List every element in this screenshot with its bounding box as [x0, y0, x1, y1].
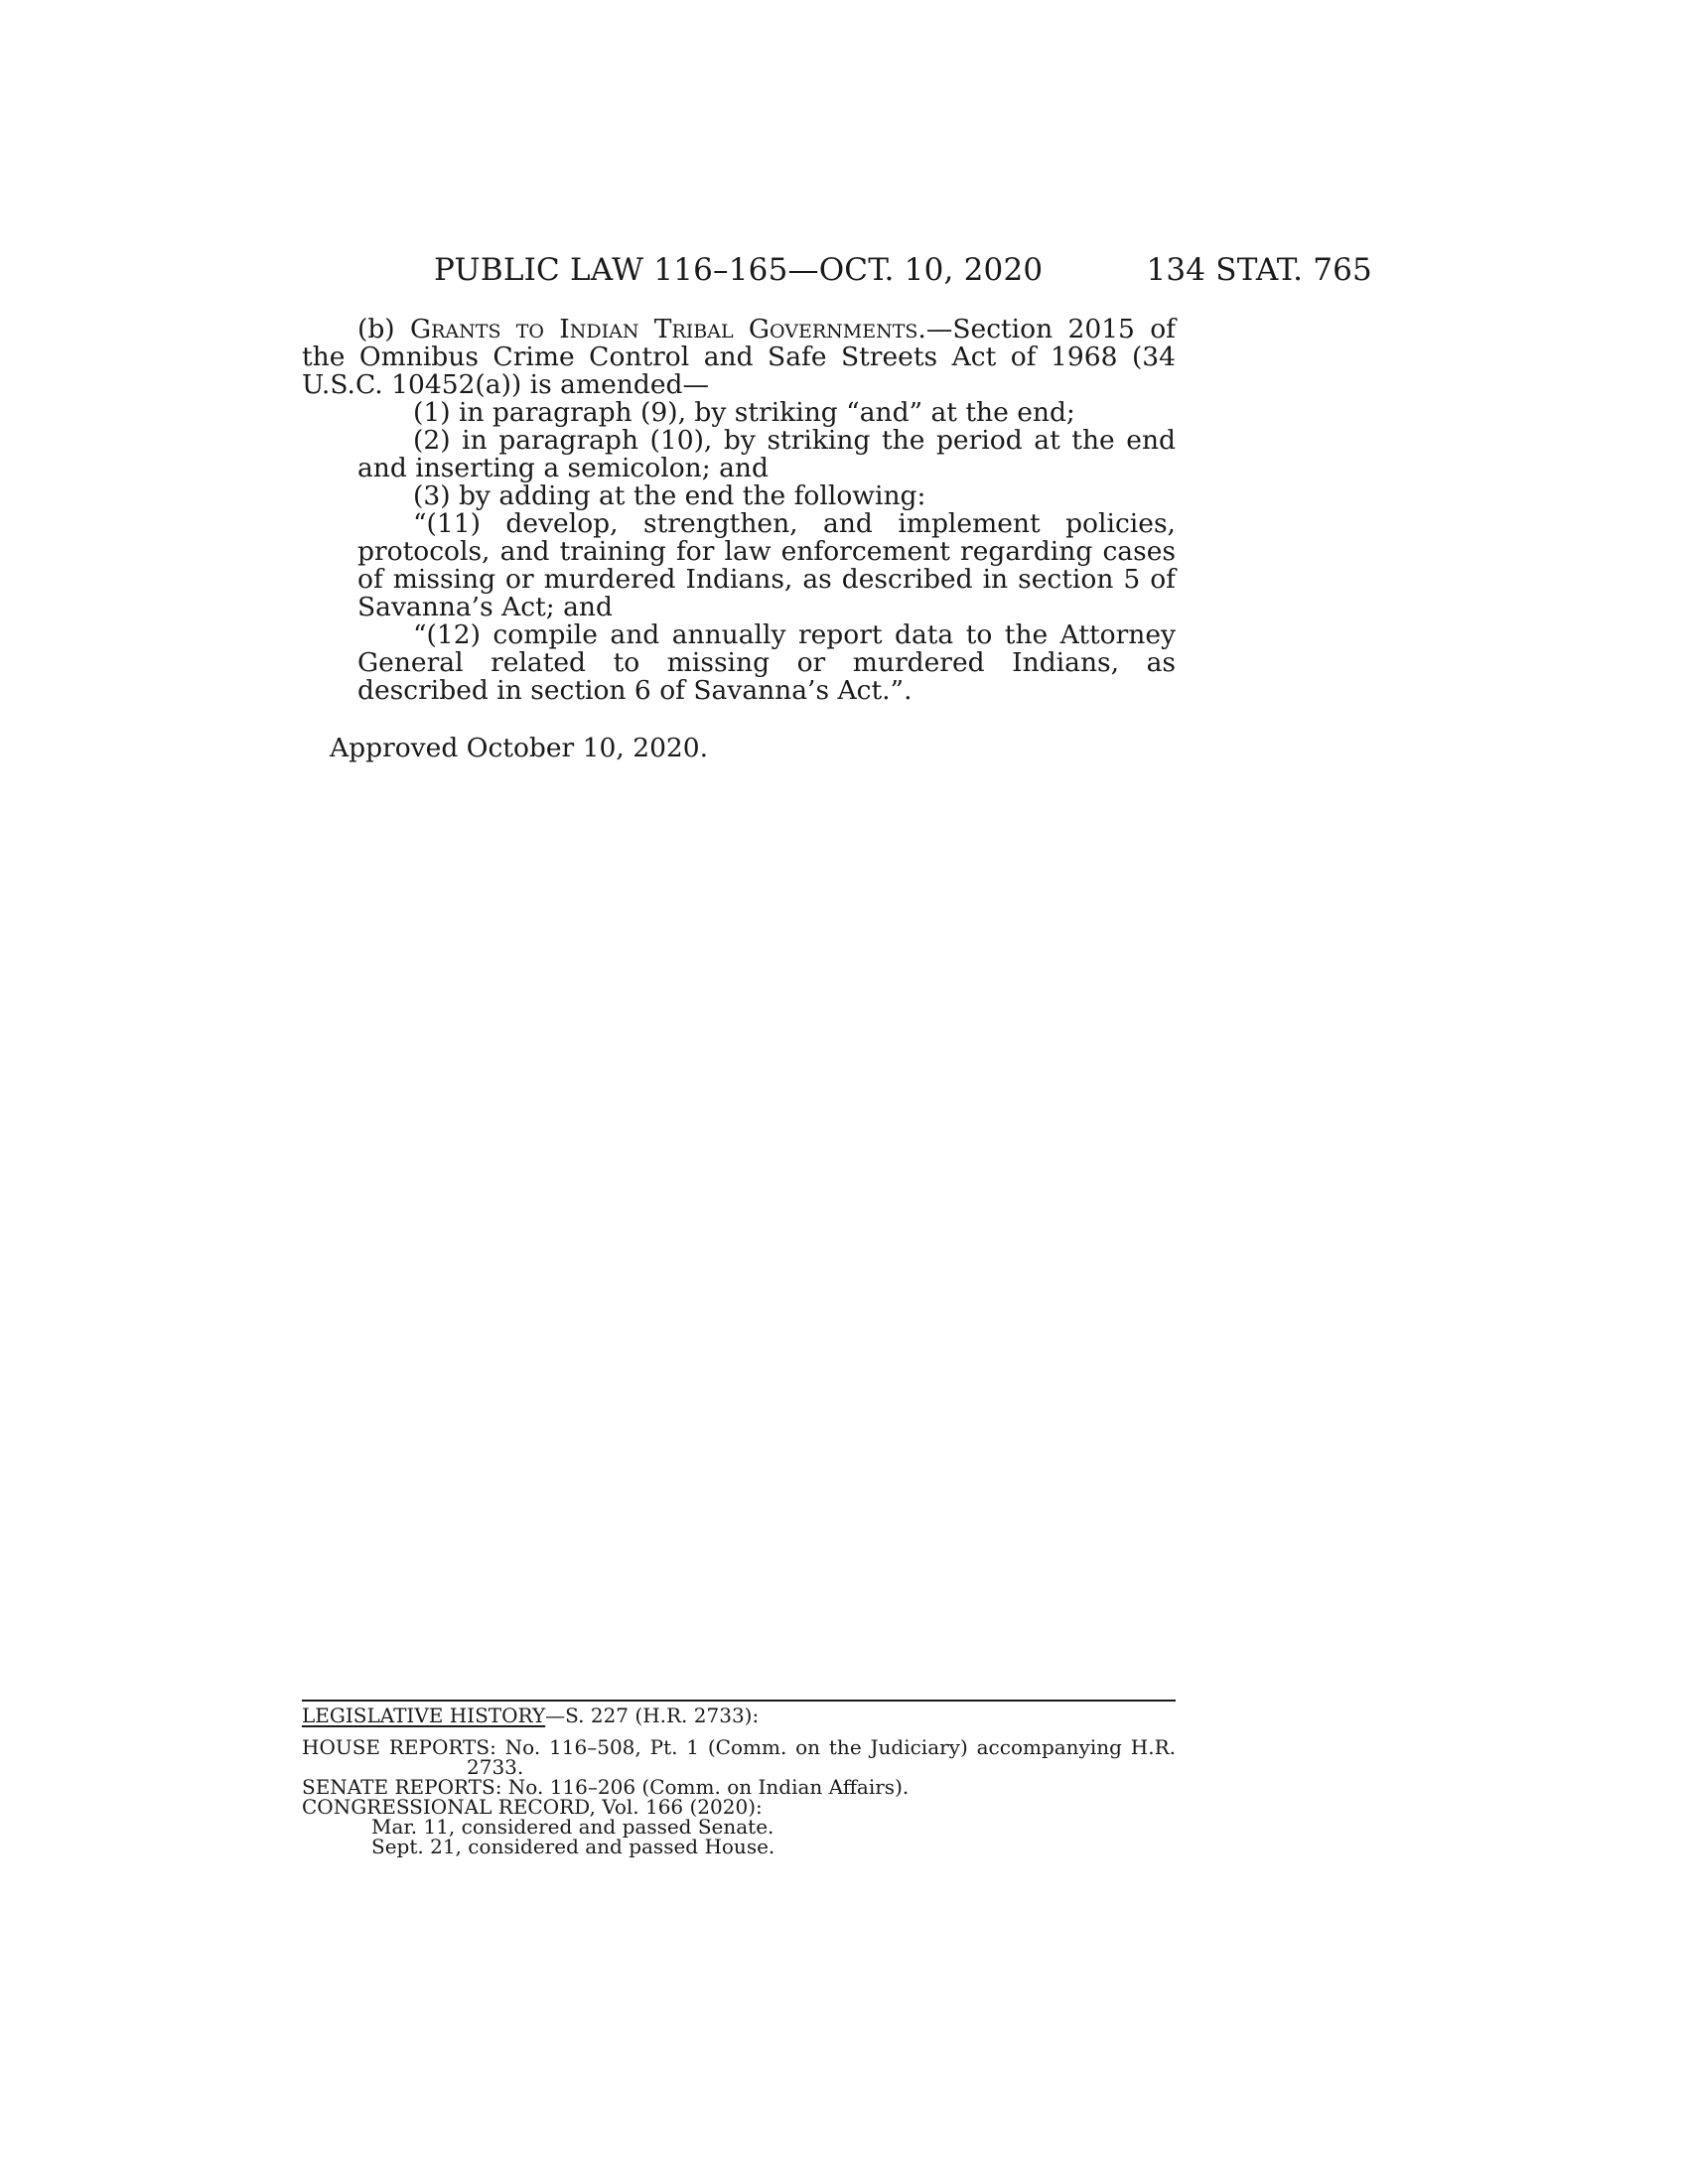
amendment-item-3: (3) by adding at the end the following: [413, 480, 926, 511]
legislative-history [302, 1706, 1176, 1856]
section-b-intro-text: —Section 2015 of the Omnibus Crime Control and Safe Streets Act of 1968 (34 U.S.C. 10452(a)) is amended— [302, 314, 1176, 400]
quoted-paragraph-11: “(11) develop, strengthen, and implement policies, protocols, and training for law enforcement regarding cases of missing or murdered Indians, as described in section 5 of Savanna’s Act; and [357, 508, 1176, 622]
approval-date: Approved October 10, 2020. [330, 733, 709, 763]
section-b-intro [302, 316, 1176, 399]
legislative-history-bill: —S. 227 (H.R. 2733): [545, 1704, 760, 1727]
section-b-marker: (b) [357, 314, 395, 344]
amendment-item-1: (1) in paragraph (9), by striking “and” at the end; [413, 397, 1075, 428]
legislative-history-label: LEGISLATIVE HISTORY [302, 1704, 546, 1727]
amendment-list [357, 399, 1176, 705]
quoted-paragraph-12: “(12) compile and annually report data to the Attorney General related to missing or murdered Indians, as described in section 6 of Savanna’s Act.”. [357, 619, 1176, 706]
section-b-heading: Grants to Indian Tribal Governments. [409, 314, 926, 344]
section-b [302, 316, 1176, 705]
amendment-item-2: (2) in paragraph (10), by striking the period at the end and inserting a semicolon; and [357, 425, 1176, 483]
record-action-house: Sept. 21, considered and passed House. [371, 1835, 775, 1858]
running-head-title: PUBLIC LAW 116–165—OCT. 10, 2020 [434, 252, 1044, 288]
congressional-record: CONGRESSIONAL RECORD, Vol. 166 (2020): [302, 1795, 763, 1819]
senate-reports: SENATE REPORTS: No. 116–206 (Comm. on Indian Affairs). [302, 1775, 910, 1799]
record-action-senate: Mar. 11, considered and passed Senate. [371, 1815, 774, 1839]
running-head [434, 250, 1372, 290]
statute-page-number: 134 STAT. 765 [1146, 252, 1372, 288]
legislative-history-heading [302, 1706, 1176, 1725]
house-reports: HOUSE REPORTS: No. 116–508, Pt. 1 (Comm. on the Judiciary) accompanying H.R. 2733. [302, 1735, 1176, 1779]
footnote-rule [302, 1700, 1176, 1702]
